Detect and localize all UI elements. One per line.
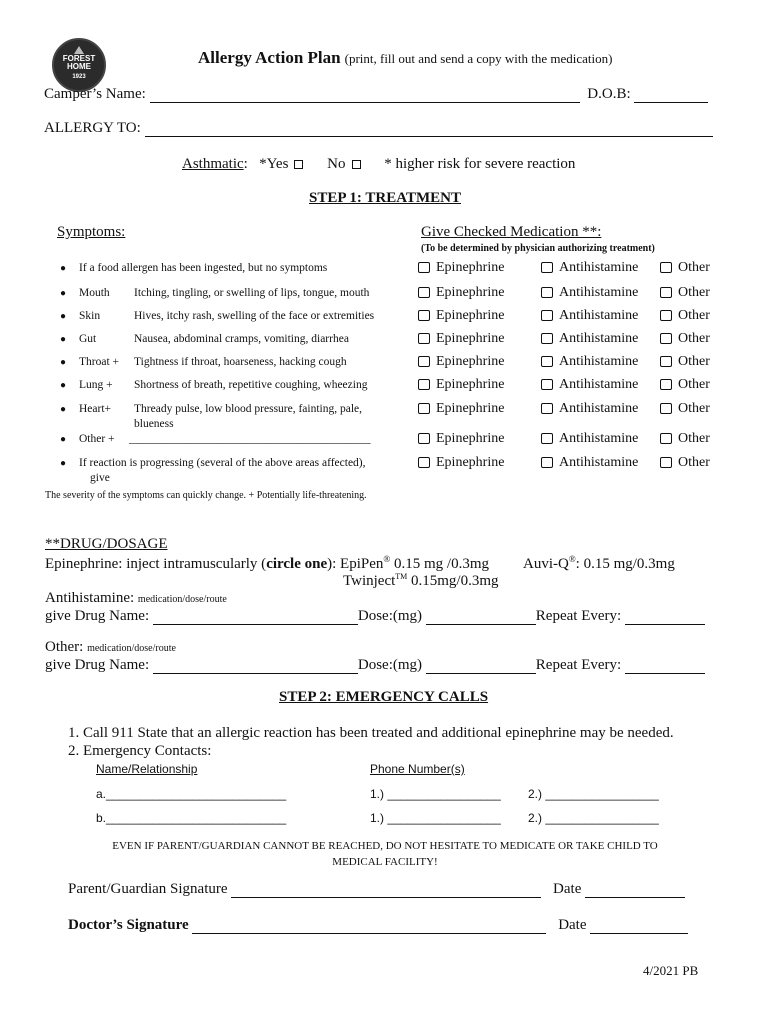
- contact-b-field[interactable]: b.___________________________: [96, 811, 287, 825]
- epi-label: Epinephrine: [436, 260, 505, 275]
- bullet-icon: ●: [60, 357, 67, 368]
- epi-checkbox-option[interactable]: [418, 431, 504, 447]
- other-repeat-field[interactable]: [625, 659, 705, 674]
- anti-checkbox-option[interactable]: [541, 308, 638, 324]
- symptom-area: Throat +: [79, 356, 120, 368]
- epi-checkbox-option[interactable]: [418, 354, 504, 370]
- page-title: Allergy Action Plan (print, fill out and send a copy with the medication): [198, 48, 613, 67]
- contact-phone-header: Phone Number(s): [370, 762, 465, 776]
- twinject-option[interactable]: Twinject™ 0.15mg/0.3mg: [343, 572, 499, 589]
- epi-label: Epinephrine: [436, 354, 505, 369]
- bullet-icon: ●: [60, 458, 67, 469]
- anti-checkbox-option[interactable]: [541, 260, 638, 276]
- symptom-area: Lung +: [79, 379, 113, 391]
- doctor-signature-row: Doctor’s Signature Date: [68, 917, 688, 934]
- epi-label: Epinephrine: [436, 455, 505, 470]
- bullet-icon: ●: [60, 404, 67, 415]
- other-checkbox-option[interactable]: [660, 331, 710, 347]
- anti-checkbox-option[interactable]: [541, 377, 638, 393]
- other-label: Other: [678, 308, 710, 323]
- checkbox[interactable]: [418, 379, 430, 390]
- anti-label: Antihistamine: [559, 401, 639, 416]
- contact-a-phone-1[interactable]: 1.) _________________: [370, 787, 501, 801]
- symptom-area: Gut: [79, 333, 97, 345]
- checkbox[interactable]: [660, 379, 672, 390]
- camper-name-label: Camper’s Name:: [44, 86, 146, 102]
- other-label: Other: [678, 260, 710, 275]
- other-checkbox-option[interactable]: [660, 354, 710, 370]
- checkbox[interactable]: [541, 457, 553, 468]
- checkbox[interactable]: [660, 262, 672, 273]
- other-label: Other: [678, 331, 710, 346]
- other-label: Other: [678, 431, 710, 446]
- symptoms-header: Symptoms:: [57, 224, 126, 240]
- checkbox[interactable]: [660, 433, 672, 444]
- step2-heading: STEP 2: EMERGENCY CALLS: [279, 689, 489, 705]
- epi-checkbox-option[interactable]: [418, 308, 504, 324]
- parent-signature-label: Parent/Guardian Signature: [68, 881, 228, 897]
- other-dose-field[interactable]: [426, 659, 536, 674]
- doctor-signature-label: Doctor’s Signature: [68, 917, 189, 933]
- epi-checkbox-option[interactable]: [418, 260, 504, 276]
- other-label: Other: [678, 455, 710, 470]
- allergy-field[interactable]: [145, 122, 713, 137]
- parent-date-field[interactable]: [585, 883, 685, 898]
- symptom-description: Tightness if throat, hoarseness, hacking cough: [134, 356, 347, 368]
- checkbox[interactable]: [541, 310, 553, 321]
- checkbox[interactable]: [541, 379, 553, 390]
- epi-label: Epinephrine: [436, 377, 505, 392]
- parent-signature-field[interactable]: [231, 883, 541, 898]
- version-footer: 4/2021 PB: [643, 963, 699, 978]
- emergency-warning: EVEN IF PARENT/GUARDIAN CANNOT BE REACHED, DO NOT HESITATE TO MEDICATE OR TAKE CHILD TO MEDICAL FACILITY!: [112, 840, 658, 868]
- other-drug-row: give Drug Name: Dose:(mg) Repeat Every:: [45, 657, 705, 674]
- epi-label: Epinephrine: [436, 308, 505, 323]
- symptom-area: Mouth: [79, 287, 110, 299]
- bullet-icon: ●: [60, 288, 67, 299]
- allergy-label: ALLERGY TO:: [44, 120, 141, 136]
- checkbox[interactable]: [660, 356, 672, 367]
- checkbox[interactable]: [541, 333, 553, 344]
- logo-line-1: FOREST: [62, 54, 96, 63]
- other-label-row: Other: medication/dose/route: [45, 639, 176, 655]
- logo-line-3: 1923: [72, 74, 86, 80]
- contact-a-field[interactable]: a.___________________________: [96, 787, 287, 801]
- asthmatic-label: Asthmatic: [182, 156, 244, 172]
- symptom-area: Skin: [79, 310, 101, 322]
- asthmatic-row: Asthmatic: *Yes No * higher risk for severe reaction: [182, 156, 576, 172]
- step2-item-1: 1. Call 911 State that an allergic reaction has been treated and additional epinephrine may be needed.: [68, 725, 674, 741]
- checkbox[interactable]: [418, 333, 430, 344]
- checkbox[interactable]: [418, 310, 430, 321]
- other-checkbox-option[interactable]: [660, 455, 710, 471]
- checkbox[interactable]: [660, 310, 672, 321]
- bullet-icon: ●: [60, 263, 67, 274]
- antihistamine-label-row: Antihistamine: medication/dose/route: [45, 590, 227, 606]
- camper-name-field[interactable]: [150, 88, 580, 103]
- anti-label: Antihistamine: [559, 455, 639, 470]
- checkbox[interactable]: [541, 356, 553, 367]
- other-checkbox-option[interactable]: [660, 377, 710, 393]
- symptom-description: Nausea, abdominal cramps, vomiting, diarrhea: [134, 333, 349, 345]
- antihistamine-name-field[interactable]: [153, 610, 358, 625]
- step2-item-2: 2. Emergency Contacts:: [68, 743, 212, 759]
- bullet-icon: ●: [60, 434, 67, 445]
- antihistamine-dose-field[interactable]: [426, 610, 536, 625]
- contact-a-phone-2[interactable]: 2.) _________________: [528, 787, 659, 801]
- bullet-icon: ●: [60, 334, 67, 345]
- asthmatic-no-label: No: [327, 156, 346, 172]
- checkbox[interactable]: [418, 403, 430, 414]
- checkbox[interactable]: [660, 403, 672, 414]
- symptom-description-cont: give: [90, 472, 110, 484]
- checkbox[interactable]: [541, 262, 553, 273]
- dob-field[interactable]: [634, 88, 708, 103]
- checkbox[interactable]: [541, 287, 553, 298]
- bullet-icon: ●: [60, 380, 67, 391]
- contact-name-header: Name/Relationship: [96, 762, 198, 776]
- checkbox[interactable]: [418, 287, 430, 298]
- logo-line-2: HOME: [67, 62, 91, 71]
- other-name-field[interactable]: [153, 659, 358, 674]
- auvi-q-option[interactable]: Auvi-Q®: 0.15 mg/0.3mg: [523, 554, 675, 572]
- other-checkbox-option[interactable]: [660, 431, 710, 447]
- medication-header: Give Checked Medication **:: [421, 224, 602, 240]
- symptom-description: Hives, itchy rash, swelling of the face or extremities: [134, 310, 375, 322]
- page-subtitle: (print, fill out and send a copy with the medication): [344, 51, 613, 66]
- anti-checkbox-option[interactable]: [541, 431, 638, 447]
- bullet-icon: ●: [60, 311, 67, 322]
- other-checkbox-option[interactable]: [660, 285, 710, 301]
- asthmatic-no-checkbox[interactable]: [352, 160, 361, 169]
- symptom-description: Shortness of breath, repetitive coughing, wheezing: [134, 379, 368, 391]
- epi-checkbox-option[interactable]: [418, 377, 504, 393]
- symptom-area: If a food allergen has been ingested, but no symptoms: [79, 262, 328, 274]
- epi-label: Epinephrine: [436, 431, 505, 446]
- epi-label: Epinephrine: [436, 285, 505, 300]
- symptom-description: Itching, tingling, or swelling of lips, tongue, mouth: [134, 287, 370, 299]
- checkbox[interactable]: [418, 433, 430, 444]
- drug-dosage-heading: **DRUG/DOSAGE: [45, 536, 168, 552]
- camp-logo: [52, 38, 106, 92]
- antihistamine-repeat-field[interactable]: [625, 610, 705, 625]
- epi-label: Epinephrine: [436, 401, 505, 416]
- symptom-description-cont: blueness: [134, 418, 174, 430]
- epi-checkbox-option[interactable]: [418, 285, 504, 301]
- asthmatic-yes-checkbox[interactable]: [294, 160, 303, 169]
- dob-label: D.O.B:: [587, 86, 631, 102]
- doctor-signature-field[interactable]: [192, 919, 546, 934]
- checkbox[interactable]: [418, 262, 430, 273]
- other-checkbox-option[interactable]: [660, 260, 710, 276]
- other-label: Other: [678, 401, 710, 416]
- other-label: Other: [678, 377, 710, 392]
- other-label: Other: [678, 354, 710, 369]
- anti-checkbox-option[interactable]: [541, 285, 638, 301]
- other-checkbox-option[interactable]: [660, 401, 710, 417]
- anti-label: Antihistamine: [559, 285, 639, 300]
- anti-label: Antihistamine: [559, 354, 639, 369]
- checkbox[interactable]: [541, 403, 553, 414]
- anti-checkbox-option[interactable]: [541, 455, 638, 471]
- symptom-area: Other +: [79, 433, 115, 445]
- epipen-dose-option[interactable]: 0.15 mg /0.3mg: [390, 556, 489, 572]
- step1-heading: STEP 1: TREATMENT: [309, 190, 461, 206]
- asthmatic-note: * higher risk for severe reaction: [384, 156, 576, 172]
- anti-label: Antihistamine: [559, 431, 639, 446]
- epi-checkbox-option[interactable]: [418, 455, 504, 471]
- epi-checkbox-option[interactable]: [418, 401, 504, 417]
- other-checkbox-option[interactable]: [660, 308, 710, 324]
- anti-label: Antihistamine: [559, 260, 639, 275]
- epinephrine-instructions: Epinephrine: inject intramuscularly (circle one): EpiPen® 0.15 mg /0.3mg: [45, 554, 489, 572]
- other-label: Other: [678, 285, 710, 300]
- medication-subheader: (To be determined by physician authorizing treatment): [421, 243, 655, 254]
- contact-b-phone-1[interactable]: 1.) _________________: [370, 811, 501, 825]
- severity-note: The severity of the symptoms can quickly change. + Potentially life-threatening.: [45, 490, 367, 501]
- anti-label: Antihistamine: [559, 377, 639, 392]
- anti-checkbox-option[interactable]: [541, 401, 638, 417]
- contact-b-phone-2[interactable]: 2.) _________________: [528, 811, 659, 825]
- checkbox[interactable]: [418, 356, 430, 367]
- anti-label: Antihistamine: [559, 331, 639, 346]
- camper-name-row: [44, 86, 708, 103]
- checkbox[interactable]: [541, 433, 553, 444]
- doctor-date-field[interactable]: [590, 919, 688, 934]
- anti-label: Antihistamine: [559, 308, 639, 323]
- asthmatic-yes-label: *Yes: [259, 156, 289, 172]
- anti-checkbox-option[interactable]: [541, 354, 638, 370]
- epi-label: Epinephrine: [436, 331, 505, 346]
- symptom-description: Thready pulse, low blood pressure, fainting, pale,: [134, 403, 363, 415]
- checkbox[interactable]: [418, 457, 430, 468]
- anti-checkbox-option[interactable]: [541, 331, 638, 347]
- symptom-area: If reaction is progressing (several of the above areas affected),: [79, 457, 366, 469]
- epi-checkbox-option[interactable]: [418, 331, 504, 347]
- allergy-row: [44, 120, 713, 137]
- symptom-description[interactable]: __________________________________________: [129, 433, 371, 445]
- antihistamine-drug-row: give Drug Name: Dose:(mg) Repeat Every:: [45, 608, 705, 625]
- checkbox[interactable]: [660, 333, 672, 344]
- checkbox[interactable]: [660, 457, 672, 468]
- symptom-area: Heart+: [79, 403, 112, 415]
- checkbox[interactable]: [660, 287, 672, 298]
- parent-signature-row: Parent/Guardian Signature Date: [68, 881, 685, 898]
